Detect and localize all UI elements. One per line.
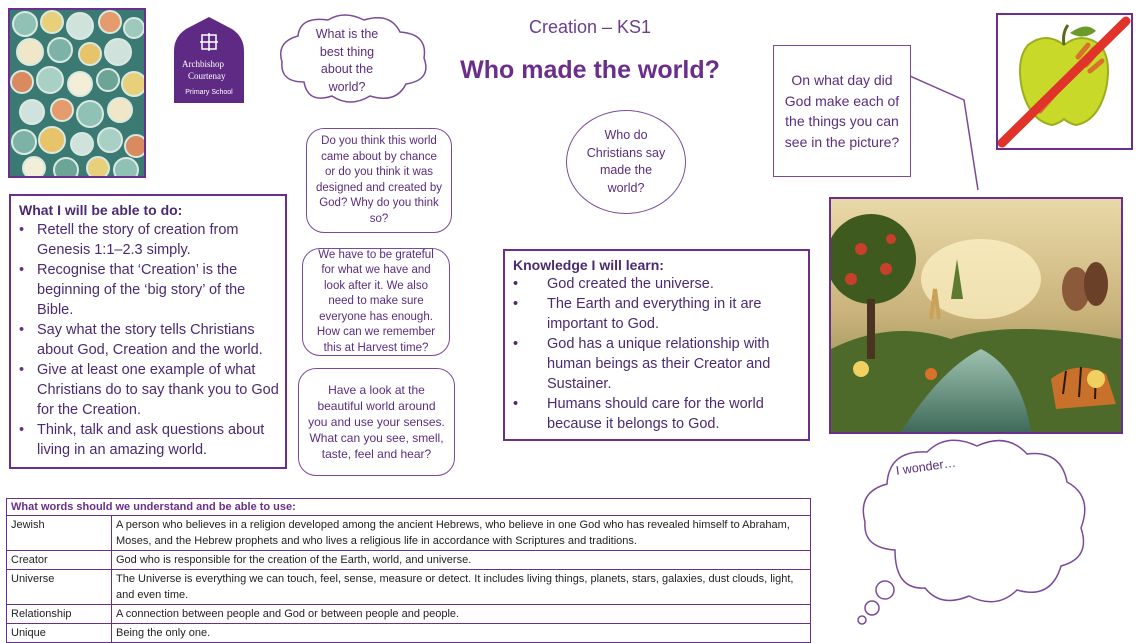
vocab-definition: Being the only one. <box>112 624 811 643</box>
vocab-definition: A connection between people and God or between people and people. <box>112 605 811 624</box>
able-item: • Say what the story tells Christians about God, Creation and the world. <box>19 322 263 358</box>
knowledge-item: • God has a unique relationship with human beings as their Creator and Sustainer. <box>513 336 771 392</box>
table-row <box>7 516 811 551</box>
table-row <box>7 605 811 624</box>
apple-no-food-icon <box>996 13 1133 150</box>
knowledge-box <box>503 249 810 441</box>
knowledge-item: • The Earth and everything in it are important to God. <box>513 296 762 332</box>
table-row <box>7 551 811 570</box>
knowledge-heading: Knowledge I will learn: <box>513 257 664 273</box>
vocab-term: Jewish <box>7 516 112 551</box>
table-row <box>7 624 811 643</box>
vocab-definition: God who is responsible for the creation of the Earth, world, and universe. <box>112 551 811 570</box>
table-row <box>7 570 811 605</box>
logo-line-3: Primary School <box>185 89 233 96</box>
cloud-best-thing-text: What is the best thing about the world? <box>315 27 379 94</box>
able-item: • Recognise that ‘Creation’ is the beginning of the ‘big story’ of the Bible. <box>19 262 246 318</box>
vocab-definition: A person who believes in a religion developed among the ancient Hebrews, who believe in one God who has revealed himself to Abraham, Moses, and the Hebrew prophets and who lives a religious life in accordance with Scriptures and traditions. <box>112 516 811 551</box>
bubble-chance: Do you think this world came about by chance or do you think it was designed and created by God? Why do you think so? <box>306 128 452 233</box>
vocab-definition: The Universe is everything we can touch, feel, sense, measure or detect. It includes living things, planets, stars, galaxies, dust clouds, light, and even time. <box>112 570 811 605</box>
vocab-table <box>6 498 811 643</box>
cloud-best-thing <box>274 12 432 106</box>
vocab-table-wrap <box>6 498 811 643</box>
wonder-cloud <box>855 430 1095 625</box>
wonder-text: I wonder… <box>895 455 957 478</box>
logo-line-2: Courtenay <box>188 71 226 81</box>
plates-collage-image <box>8 8 146 178</box>
knowledge-item: • Humans should care for the world because it belongs to God. <box>513 396 764 432</box>
vocab-term: Unique <box>7 624 112 643</box>
vocab-heading: What words should we understand and be able to use: <box>7 499 811 516</box>
vocab-term: Relationship <box>7 605 112 624</box>
bubble-senses: Have a look at the beautiful world around you and use your senses. What can you see, smell, taste, feel and hear? <box>298 368 455 476</box>
able-item: • Think, talk and ask questions about living in an amazing world. <box>19 422 265 458</box>
page-subtitle: Creation – KS1 <box>528 17 652 37</box>
able-item: • Retell the story of creation from Genesis 1:1–2.3 simply. <box>19 222 239 258</box>
knowledge-item: • God created the universe. <box>513 276 714 292</box>
garden-of-eden-image <box>829 197 1123 434</box>
able-to-do-box <box>9 194 287 469</box>
pointer-line <box>910 70 990 195</box>
vocab-term: Creator <box>7 551 112 570</box>
able-to-do-heading: What I will be able to do: <box>19 202 183 218</box>
school-shield-logo <box>172 15 246 105</box>
logo-line-1: Archbishop <box>182 59 224 69</box>
page-title: Who made the world? <box>460 56 720 84</box>
vocab-term: Universe <box>7 570 112 605</box>
what-day-box: On what day did God make each of the things you can see in the picture? <box>773 45 911 177</box>
bubble-grateful: We have to be grateful for what we have and look after it. We also need to make sure everyone has enough. How can we remember this at Harvest time? <box>302 248 450 356</box>
oval-christians-say: Who do Christians say made the world? <box>566 110 686 214</box>
able-item: • Give at least one example of what Christians do to say thank you to God for the Creation. <box>19 362 279 418</box>
